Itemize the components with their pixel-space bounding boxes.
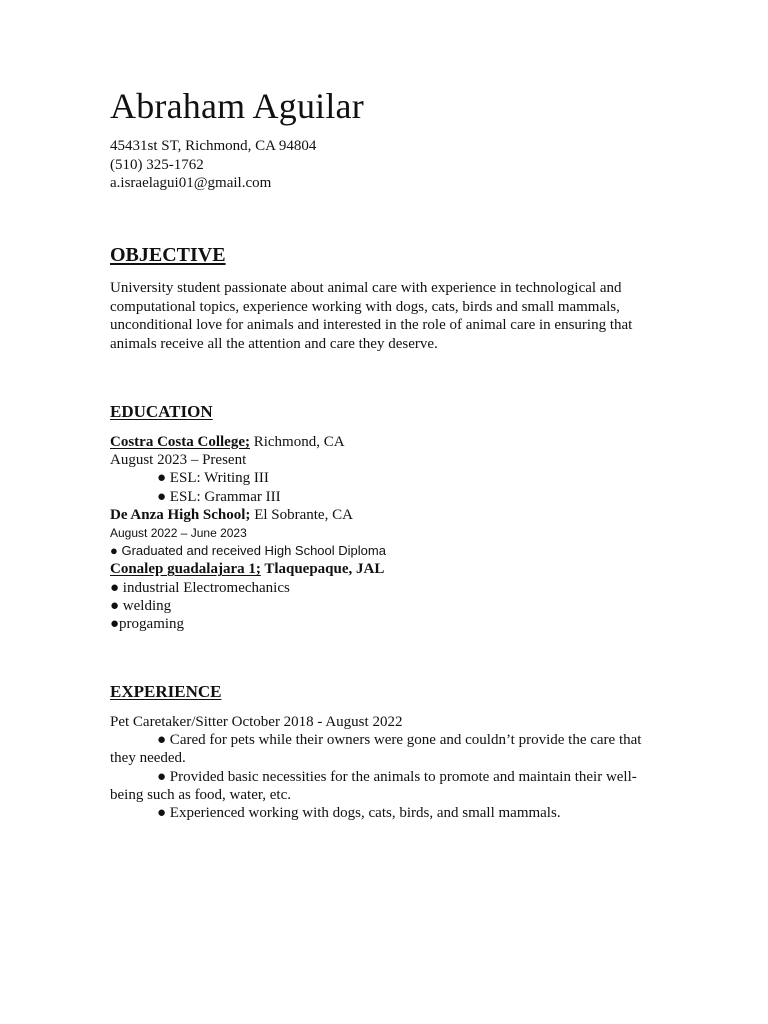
school-name: Conalep guadalajara 1; [110, 561, 261, 578]
school-line [110, 506, 386, 524]
phone-line: (510) 325-1762 [110, 156, 204, 173]
experience-item: ● Cared for pets while their owners were gone and couldn’t provide the care that they needed. [110, 732, 642, 767]
school-location: El Sobrante, CA [250, 506, 353, 523]
resume-name: Abraham Aguilar [110, 86, 364, 126]
school-line [110, 560, 386, 578]
education-item: ●progaming [110, 616, 185, 633]
school-dates: August 2023 – Present [110, 452, 247, 469]
education-item: ● industrial Electromechanics [110, 579, 290, 596]
education-heading: EDUCATION [110, 402, 213, 421]
experience-item: ● Provided basic necessities for the animals to promote and maintain their well-being such as food, water, etc. [110, 768, 637, 803]
education-item: ● welding [110, 597, 172, 614]
address-line: 45431st ST, Richmond, CA 94804 [110, 138, 317, 154]
school-location: Tlaquepaque, JAL [260, 561, 385, 578]
education-item: ● Graduated and received High School Diploma [110, 543, 386, 559]
school-dates: August 2022 – June 2023 [110, 526, 247, 541]
school-location: Richmond, CA [249, 434, 345, 450]
job-title: Pet Caretaker/Sitter October 2018 - August 2022 [110, 714, 403, 730]
school-line [110, 433, 386, 451]
contact-info [110, 137, 316, 193]
school-name: Costra Costa College; [110, 434, 250, 450]
school-name: De Anza High School; [110, 506, 251, 523]
objective-text: University student passionate about animal care with experience in technological and computational topics, experience working with dogs, cats, birds and small mammals, unconditional love for animals and interested in the role of animal care in ensuring that animals receive all the attention and care they deserve. [110, 280, 633, 352]
course-item: ● ESL: Writing III [157, 470, 269, 487]
education-section [110, 433, 386, 633]
experience-heading: EXPERIENCE [110, 682, 222, 701]
experience-section [110, 713, 665, 822]
objective-heading: OBJECTIVE [110, 244, 226, 266]
experience-item: ● Experienced working with dogs, cats, birds, and small mammals. [157, 805, 561, 822]
course-item: ● ESL: Grammar III [157, 488, 281, 505]
email-line: a.israelagui01@gmail.com [110, 175, 272, 191]
